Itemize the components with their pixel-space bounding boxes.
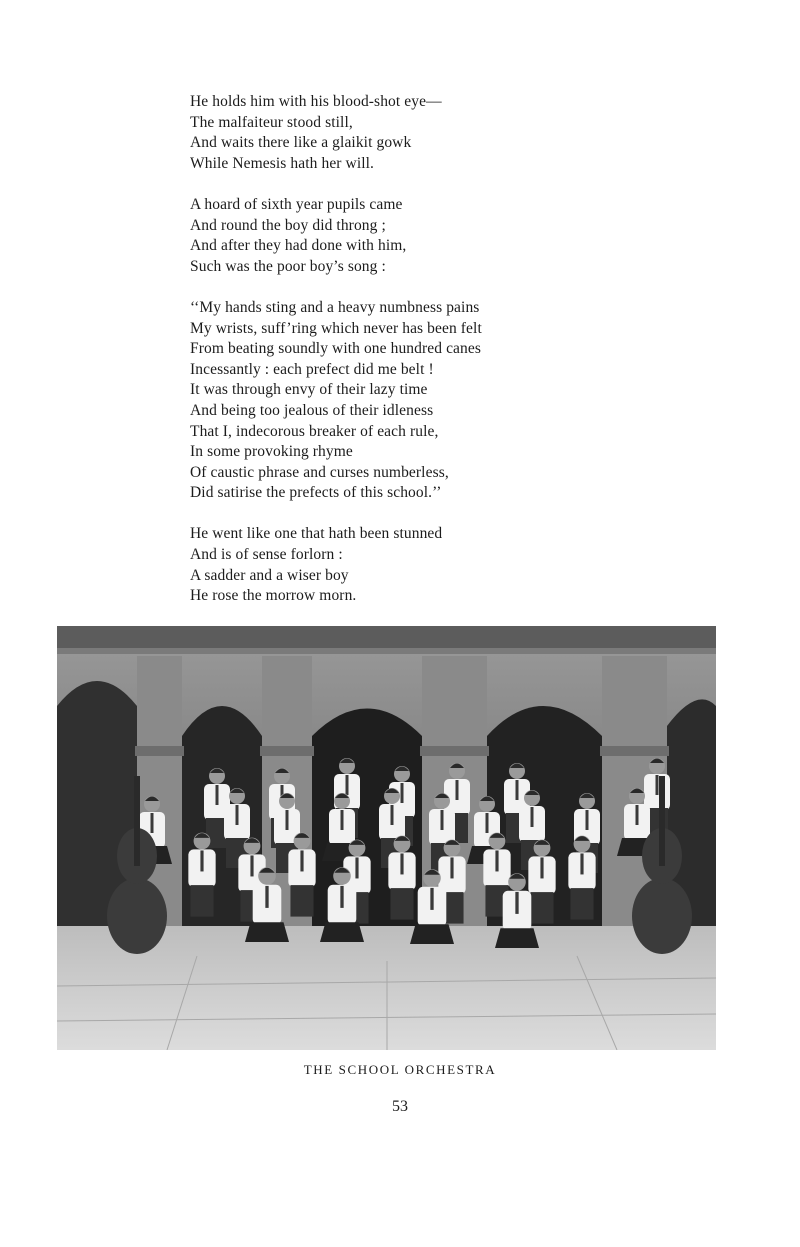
poem-line: He went like one that hath been stunned (190, 525, 443, 543)
stanza (190, 298, 610, 504)
poem-line: In some provoking rhyme (190, 443, 353, 461)
photo-caption: THE SCHOOL ORCHESTRA (303, 1062, 497, 1077)
poem-line: He holds him with his blood-shot eye— (190, 93, 442, 110)
poem-line: A sadder and a wiser boy (190, 566, 349, 584)
poem-line: Of caustic phrase and curses numberless, (190, 463, 449, 481)
orchestra-photo (57, 626, 716, 1050)
poem-line: From beating soundly with one hundred canes (190, 340, 481, 358)
poem-line: A hoard of sixth year pupils came (190, 195, 403, 213)
poem-line: My wrists, suff’ring which never has been felt (190, 319, 482, 337)
stanza (190, 195, 610, 277)
stanza (190, 524, 610, 606)
orchestra-photo-image (57, 626, 716, 1050)
stanza (190, 92, 610, 174)
poem (190, 92, 610, 627)
poem-line: It was through envy of their lazy time (190, 381, 428, 399)
poem-line: Did satirise the prefects of this school.’’ (190, 484, 442, 502)
poem-line: That I, indecorous breaker of each rule, (190, 422, 439, 440)
poem-line: And round the boy did throng ; (190, 216, 386, 234)
poem-line: And waits there like a glaikit gowk (190, 134, 412, 152)
poem-line: While Nemesis hath her will. (190, 154, 375, 172)
poem-line: ‘‘My hands sting and a heavy numbness pains (190, 298, 480, 316)
poem-line: The malfaiteur stood still, (190, 113, 353, 131)
poem-line: He rose the morrow morn. (190, 587, 357, 605)
poem-line: Incessantly : each prefect did me belt ! (190, 360, 434, 378)
poem-line: And is of sense forlorn : (190, 546, 343, 564)
cornice (57, 626, 716, 648)
page-number: 53 (392, 1098, 408, 1115)
poem-line: And being too jealous of their idleness (190, 401, 434, 419)
poem-line: And after they had done with him, (190, 237, 407, 255)
poem-line: Such was the poor boy’s song : (190, 257, 386, 275)
